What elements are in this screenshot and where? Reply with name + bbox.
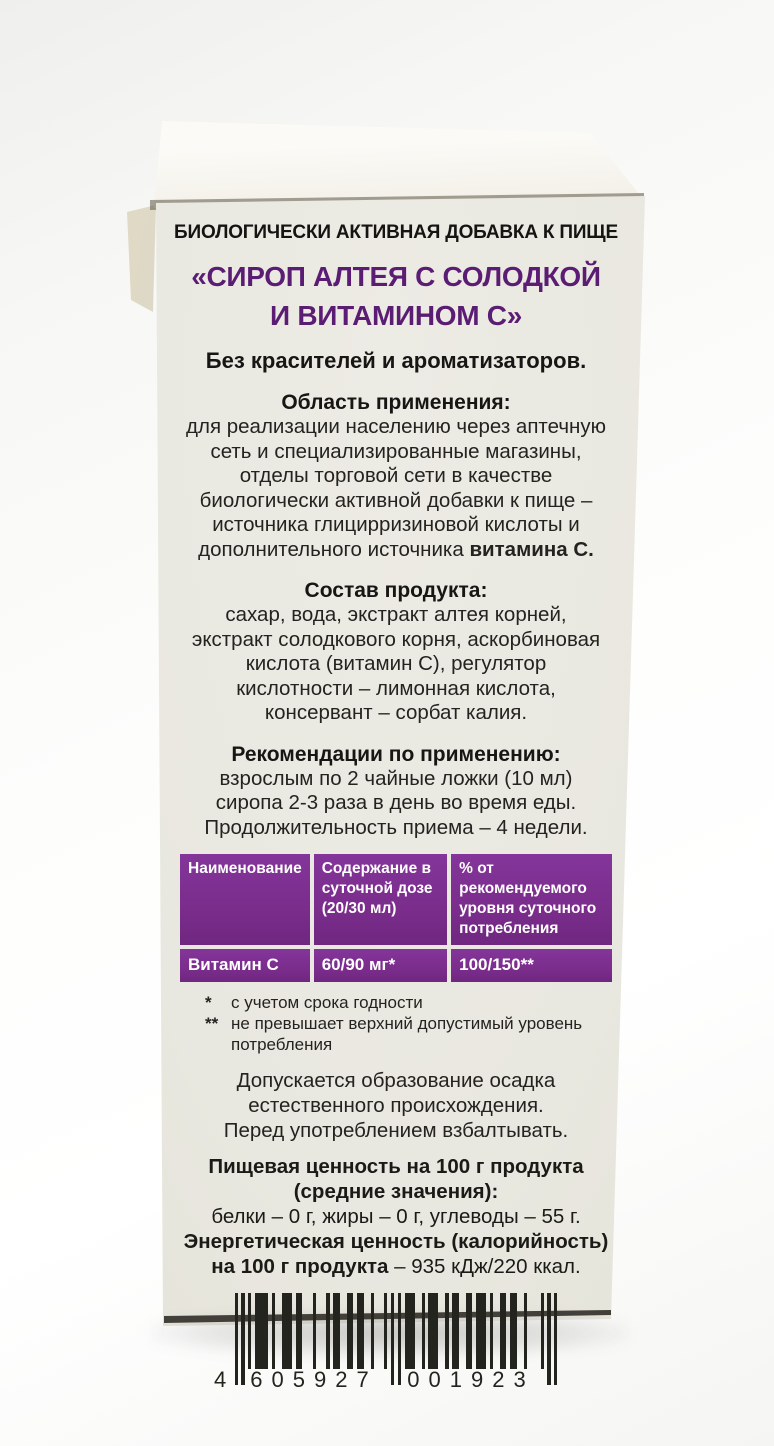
- composition-line: экстракт солодкового корня, аскорбиновая: [191, 627, 601, 651]
- nutrition-facts: [167, 1154, 625, 1279]
- sediment-line: Перед употреблением взбалтывать.: [223, 1119, 569, 1142]
- footnote-marker: **: [205, 1014, 219, 1033]
- footnotes: [205, 992, 595, 1055]
- footnote-text: не превышает верхний допустимый уровень потребления: [231, 1014, 583, 1054]
- sediment-notice: [167, 1068, 625, 1143]
- product-title-line1: «СИРОП АЛТЕЯ С СОЛОДКОЙ: [191, 261, 601, 292]
- table-header-dose: Содержание в суточной дозе (20/30 мл): [314, 854, 447, 945]
- footnote: [205, 1013, 595, 1055]
- energy-bold-part: на 100 г продукта: [211, 1255, 389, 1278]
- nutrition-values: белки – 0 г, жиры – 0 г, углеводы – 55 г.: [211, 1205, 581, 1228]
- application-line: для реализации населению через аптечную: [186, 415, 606, 438]
- usage-line: Продолжительность приема – 4 недели.: [204, 815, 588, 839]
- table-cell-vitamin: Витамин С: [180, 949, 310, 982]
- composition-line: кислотности – лимонная кислота,: [236, 676, 556, 700]
- no-additives-claim: Без красителей и ароматизаторов.: [205, 348, 587, 373]
- usage-heading: Рекомендации по применению:: [231, 742, 561, 766]
- sediment-line: Допускается образование осадка: [236, 1069, 556, 1092]
- barcode-first-digit: 4: [214, 1367, 227, 1392]
- nutrition-heading-line1: Пищевая ценность на 100 г продукта: [208, 1155, 584, 1178]
- usage-text: [167, 767, 625, 841]
- footnote-text: с учетом срока годности: [231, 993, 423, 1012]
- footnote: [205, 992, 595, 1013]
- table-cell-amount: 60/90 мг*: [314, 949, 447, 982]
- application-text: [167, 415, 625, 562]
- product-title: [167, 257, 625, 335]
- energy-value: – 935 кДж/220 ккал.: [388, 1255, 581, 1278]
- table-header-row: [180, 854, 612, 945]
- table-header-name: Наименование: [180, 854, 310, 945]
- vitamin-c-emphasis: витамина С.: [469, 537, 594, 561]
- application-line: сеть и специализированные магазины,: [210, 439, 582, 463]
- energy-heading: Энергетическая ценность (калорийность): [183, 1230, 609, 1253]
- application-line: источника глицирризиновой кислоты и: [212, 513, 580, 536]
- table-cell-percent: 100/150**: [451, 949, 612, 982]
- application-heading: Область применения:: [281, 391, 511, 414]
- application-line: биологически активной добавки к пище –: [199, 488, 593, 512]
- footnote-marker: *: [205, 993, 212, 1012]
- application-line: отделы торговой сети в качестве: [239, 464, 553, 487]
- supplement-tagline: БИОЛОГИЧЕСКИ АКТИВНАЯ ДОБАВКА К ПИЩЕ: [174, 222, 618, 243]
- barcode-left-group: 605927: [250, 1367, 378, 1392]
- composition-text: [167, 603, 625, 726]
- usage-line: взрослым по 2 чайные ложки (10 мл): [219, 766, 573, 790]
- product-title-line2: И ВИТАМИНОМ С»: [270, 300, 522, 331]
- table-row: [180, 949, 612, 982]
- application-line: [167, 538, 625, 563]
- barcode-right-group: 001923: [407, 1367, 535, 1392]
- composition-heading: Состав продукта:: [304, 579, 488, 602]
- sediment-line: естественного происхождения.: [248, 1094, 544, 1117]
- ean13-barcode: [214, 1293, 561, 1395]
- vitamin-content-table: [176, 850, 616, 986]
- box-printed-content: [167, 196, 625, 1395]
- table-header-percent: % от рекомендуемого уровня суточного потребления: [451, 854, 612, 945]
- barcode-digits: [214, 1367, 554, 1393]
- composition-line: сахар, вода, экстракт алтея корней,: [225, 603, 567, 626]
- nutrition-heading-line2: (средние значения):: [293, 1180, 499, 1203]
- composition-line: консервант – сорбат калия.: [264, 701, 528, 724]
- energy-value-line: [167, 1254, 625, 1279]
- usage-line: сиропа 2-3 раза в день во время еды.: [215, 791, 577, 814]
- application-line-regular: дополнительного источника: [198, 537, 470, 561]
- composition-line: кислота (витамин С), регулятор: [245, 652, 547, 675]
